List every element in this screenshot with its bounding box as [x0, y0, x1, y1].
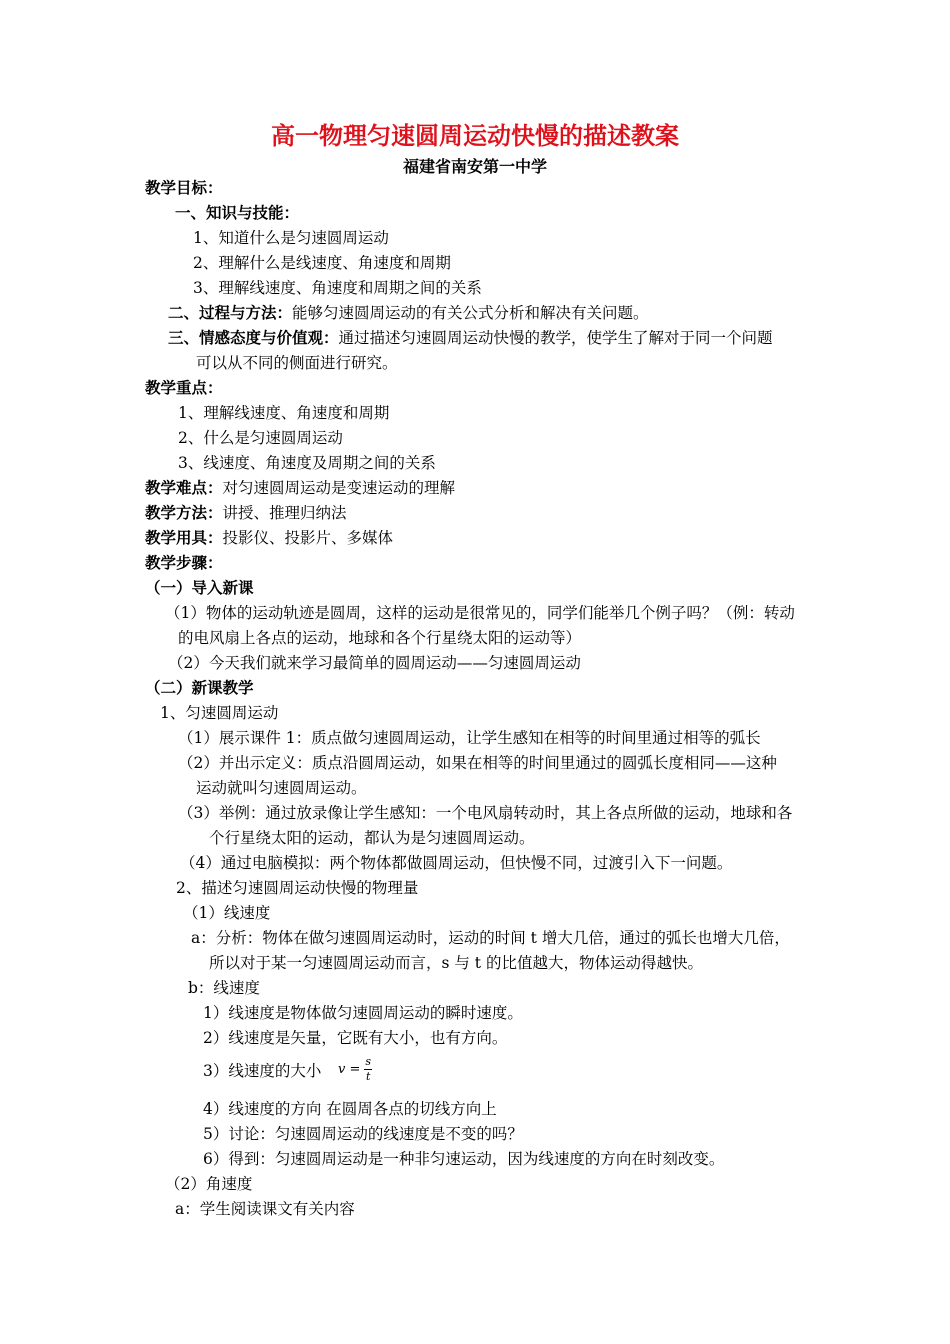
method-text: 讲授、推理归纳法: [222, 504, 347, 522]
keypoint-item: 1、理解线速度、角速度和周期: [178, 404, 390, 422]
lesson-paragraph: a：学生阅读课文有关内容: [175, 1200, 355, 1218]
emotion-text: 通过描述匀速圆周运动快慢的教学，使学生了解对于同一个问题: [338, 329, 773, 347]
intro-heading: （一）导入新课: [145, 578, 254, 597]
list-item: 2）线速度是矢量，它既有大小，也有方向。: [203, 1029, 508, 1047]
speed-formula: [338, 1055, 372, 1084]
difficulty-line: [145, 477, 455, 499]
knowledge-item: 2、理解什么是线速度、角速度和周期: [193, 254, 451, 272]
method-line: [145, 502, 347, 524]
subsection-heading: （2）角速度: [165, 1175, 253, 1193]
emotion-text-continued: 可以从不同的侧面进行研究。: [196, 354, 398, 372]
keypoint-item: 3、线速度、角速度及周期之间的关系: [178, 454, 436, 472]
knowledge-item: 3、理解线速度、角速度和周期之间的关系: [193, 279, 482, 297]
lesson-paragraph-continued: 运动就叫匀速圆周运动。: [196, 779, 367, 797]
intro-paragraph: （2）今天我们就来学习最简单的圆周运动——匀速圆周运动: [168, 654, 581, 672]
subsection-heading: b：线速度: [188, 979, 260, 997]
difficulty-label: 教学难点：: [145, 478, 223, 497]
knowledge-item: 1、知道什么是匀速圆周运动: [193, 229, 389, 247]
subsection-heading: （1）线速度: [183, 904, 271, 922]
process-text: 能够匀速圆周运动的有关公式分析和解决有关问题。: [292, 304, 649, 322]
section-heading: 2、描述匀速圆周运动快慢的物理量: [176, 879, 419, 897]
knowledge-heading: 一、知识与技能：: [175, 203, 300, 222]
difficulty-text: 对匀速圆周运动是变速运动的理解: [222, 479, 456, 497]
formula-denominator: t: [365, 1070, 371, 1083]
lesson-paragraph: a：分析：物体在做匀速圆周运动时，运动的时间 t 增大几倍，通过的弧长也增大几倍，: [191, 929, 790, 947]
emotion-label: 三、情感态度与价值观：: [168, 328, 339, 347]
formula-fraction: [364, 1055, 372, 1084]
keypoints-heading: 教学重点：: [145, 378, 223, 397]
lesson-paragraph: （1）展示课件 1：质点做匀速圆周运动，让学生感知在相等的时间里通过相等的弧长: [178, 729, 761, 747]
intro-paragraph-continued: 的电风扇上各点的运动，地球和各个行星绕太阳的运动等）: [178, 629, 582, 647]
list-item: 1）线速度是物体做匀速圆周运动的瞬时速度。: [203, 1004, 523, 1022]
tools-label: 教学用具：: [145, 528, 223, 547]
newlesson-heading: （二）新课教学: [145, 678, 254, 697]
tools-text: 投影仪、投影片、多媒体: [222, 529, 394, 547]
list-item: 3）线速度的大小: [203, 1062, 322, 1080]
list-item: 5）讨论：匀速圆周运动的线速度是不变的吗？: [203, 1125, 523, 1143]
lesson-paragraph: （4）通过电脑模拟：两个物体都做圆周运动，但快慢不同，过渡引入下一问题。: [180, 854, 733, 872]
intro-paragraph: （1）物体的运动轨迹是圆周，这样的运动是很常见的，同学们能举几个例子吗？（例：转动: [165, 604, 795, 622]
school-name: 福建省南安第一中学: [402, 157, 547, 176]
lesson-paragraph: （2）并出示定义：质点沿圆周运动，如果在相等的时间里通过的圆弧长度相同——这种: [178, 754, 777, 772]
document-title: 高一物理匀速圆周运动快慢的描述教案: [271, 121, 679, 150]
section-heading: 1、匀速圆周运动: [160, 704, 279, 722]
lesson-paragraph: （3）举例：通过放录像让学生感知：一个电风扇转动时，其上各点所做的运动，地球和各: [178, 804, 793, 822]
list-item: 6）得到：匀速圆周运动是一种非匀速运动，因为线速度的方向在时刻改变。: [203, 1150, 725, 1168]
process-label: 二、过程与方法：: [168, 303, 293, 322]
keypoint-item: 2、什么是匀速圆周运动: [178, 429, 343, 447]
list-item: 4）线速度的方向 在圆周各点的切线方向上: [203, 1100, 497, 1118]
steps-heading: 教学步骤：: [145, 553, 223, 572]
emotion-line: [168, 327, 773, 349]
process-line: [168, 302, 649, 324]
lesson-paragraph-continued: 所以对于某一匀速圆周运动而言，s 与 t 的比值越大，物体运动得越快。: [209, 954, 703, 972]
method-label: 教学方法：: [145, 503, 223, 522]
lesson-paragraph-continued: 个行星绕太阳的运动，都认为是匀速圆周运动。: [209, 829, 535, 847]
tools-line: [145, 527, 393, 549]
objectives-heading: 教学目标：: [145, 178, 223, 197]
formula-numerator: s: [365, 1055, 372, 1068]
formula-lhs: v =: [338, 1062, 361, 1077]
